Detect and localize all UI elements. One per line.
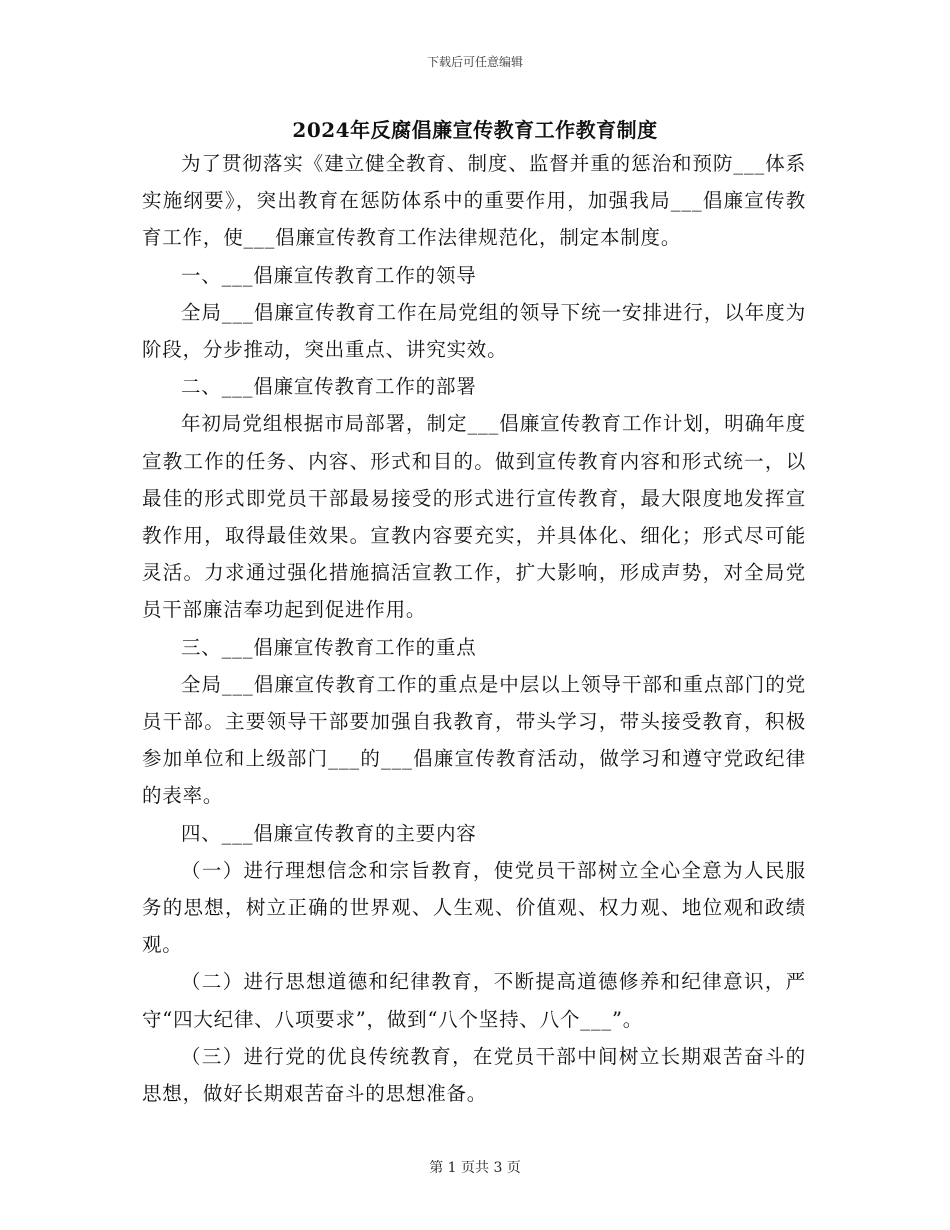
section-heading-4: 四、___倡廉宣传教育的主要内容: [181, 821, 477, 845]
list-item-1: （一）进行理想信念和宗旨教育，使党员干部树立全心全意为人民服务的思想，树立正确的世界观、人生观、价值观、权力观、地位观和政绩观。: [142, 858, 806, 957]
paragraph-section-2: 年初局党组根据市局部署，制定___倡廉宣传教育工作计划，明确年度宣教工作的任务、内容、形式和目的。做到宣传教育内容和形式统一，以最佳的形式即党员干部最易接受的形式进行宣传教育，最大限度地发挥宣教作用，取得最佳效果。宣教内容要充实，并具体化、细化；形式尽可能灵活。力求通过强化措施搞活宣教工作，扩大影响，形成声势，对全局党员干部廉洁奉功起到促进作用。: [142, 412, 806, 622]
section-heading-3: 三、___倡廉宣传教育工作的重点: [181, 635, 477, 659]
section-heading-2: 二、___倡廉宣传教育工作的部署: [181, 375, 477, 399]
list-item-3: （三）进行党的优良传统教育，在党员干部中间树立长期艰苦奋斗的思想，做好长期艰苦奋斗的思想准备。: [142, 1044, 806, 1106]
document-title: 2024年反腐倡廉宣传教育工作教育制度: [292, 118, 658, 142]
paragraph-section-1: 全局___倡廉宣传教育工作在局党组的领导下统一安排进行，以年度为阶段，分步推动，突出重点、讲究实效。: [142, 300, 806, 362]
paragraph-intro: 为了贯彻落实《建立健全教育、制度、监督并重的惩治和预防___体系实施纲要》，突出教育在惩防体系中的重要作用，加强我局___倡廉宣传教育工作，使___倡廉宣传教育工作法律规范化，制定本制度。: [142, 152, 806, 250]
page-header-note: 下载后可任意编辑: [426, 55, 523, 69]
document-body: [142, 145, 806, 1112]
paragraph-section-3: 全局___倡廉宣传教育工作的重点是中层以上领导干部和重点部门的党员干部。主要领导干部要加强自我教育，带头学习，带头接受教育，积极参加单位和上级部门___的___倡廉宣传教育活动，做学习和遵守党政纪律的表率。: [142, 672, 806, 808]
list-item-2: （二）进行思想道德和纪律教育，不断提高道德修养和纪律意识，严守“四大纪律、八项要求”，做到“八个坚持、八个___”。: [142, 970, 806, 1031]
section-heading-1: 一、___倡廉宣传教育工作的领导: [181, 263, 477, 287]
page-footer-number: 第 1 页共 3 页: [429, 1160, 521, 1176]
